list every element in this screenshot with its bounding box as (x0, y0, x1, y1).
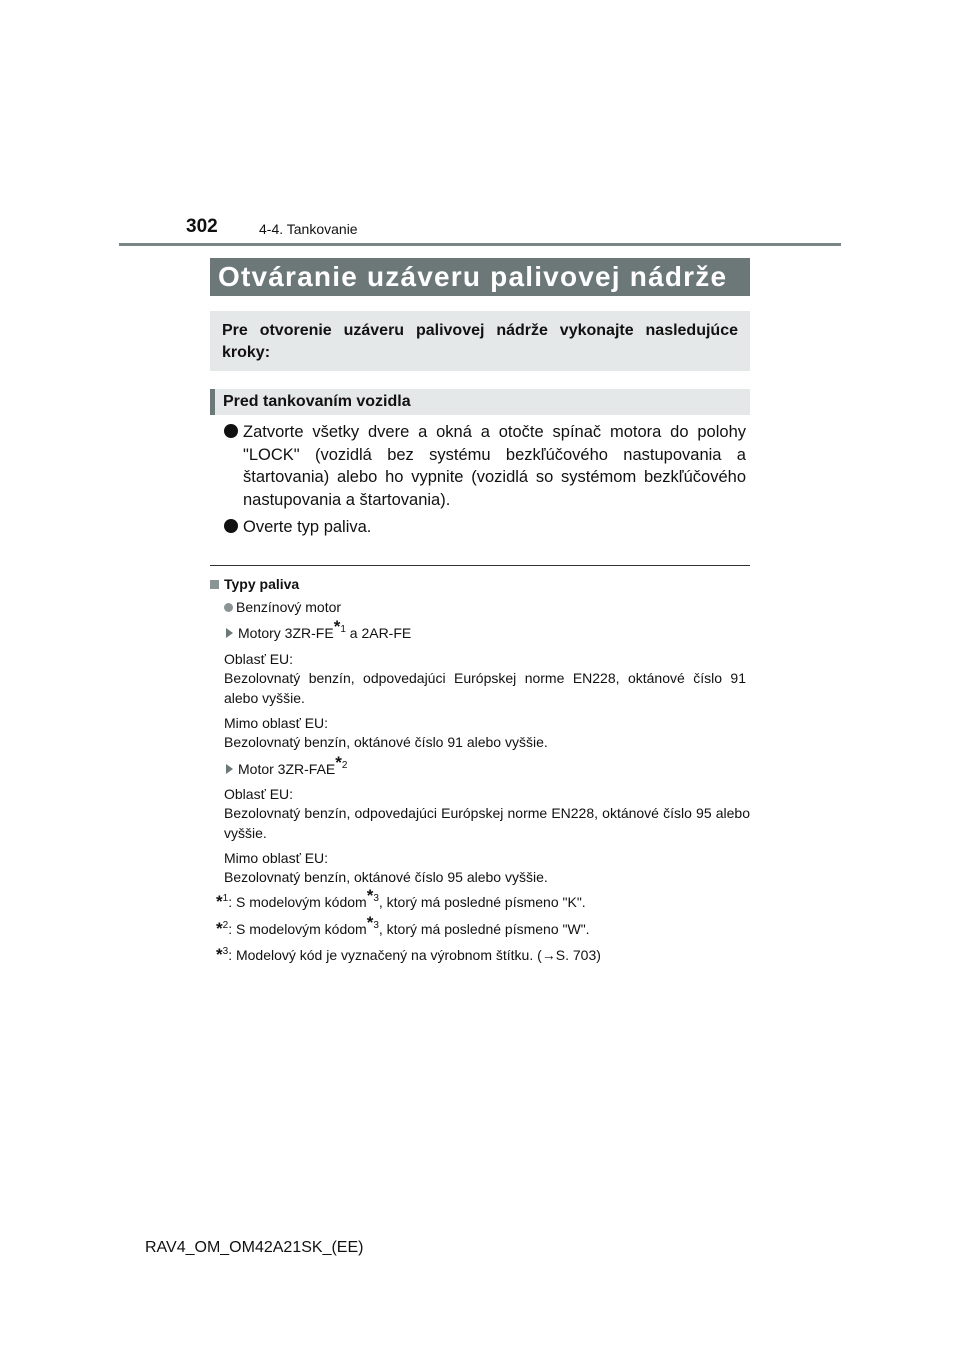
group2-eu-text: Bezolovnatý benzín, odpovedajúci Európskej norme EN228, oktánové číslo 95 alebo vyššie. (224, 805, 750, 841)
group1-eu-label: Oblasť EU: (224, 651, 294, 667)
footnote (216, 886, 586, 913)
intro-text: Pre otvorenie uzáveru palivovej nádrže vykonajte nasledujúce kroky: (222, 322, 738, 361)
group1-eu-text: Bezolovnatý benzín, odpovedajúci Európskej norme EN228, oktánové číslo 91 alebo vyššie. (224, 670, 746, 706)
subheading-text: Pred tankovaním vozidla (223, 393, 411, 410)
engine-type (224, 598, 341, 618)
intro-box (210, 311, 750, 371)
bullet-icon (224, 519, 238, 533)
group1-label-text: Motory 3ZR-FE (238, 625, 334, 641)
footnote-text: , ktorý má posledné písmeno "W". (378, 921, 590, 937)
footnote-text: : Modelový kód je vyznačený na výrobnom štítku. ( (228, 947, 542, 963)
group2-label-text: Motor 3ZR-FAE (238, 761, 336, 777)
square-icon (210, 580, 219, 589)
footnote-text: : S modelovým kódom (228, 921, 367, 937)
note-title (210, 576, 299, 592)
title-bar (210, 258, 750, 296)
footnote-text: S. 703) (555, 947, 601, 963)
section-label: 4-4. Tankovanie (259, 221, 358, 237)
footnote (216, 913, 590, 940)
dot-icon (224, 603, 233, 612)
divider (210, 565, 750, 566)
footer-code: RAV4_OM_OM42A21SK_(EE) (145, 1239, 364, 1256)
footnote-number: 2 (341, 760, 348, 771)
group2-label (226, 753, 348, 780)
footnote-star: * (216, 892, 223, 911)
arrow-right-icon: → (541, 947, 556, 963)
group2-eu-label: Oblasť EU: (224, 786, 294, 802)
group1-noneu-label: Mimo oblasť EU: (224, 715, 329, 731)
page-number: 302 (186, 216, 218, 237)
footnote-star: * (335, 753, 342, 772)
footnote-star: * (216, 919, 223, 938)
footnote-number: 1 (340, 624, 346, 635)
footnote-ref-star: * (366, 886, 374, 905)
group1-noneu-text: Bezolovnatý benzín, oktánové číslo 91 alebo vyššie. (224, 734, 548, 750)
footnote-text: : S modelovým kódom (228, 894, 367, 910)
note-title-text: Typy paliva (224, 576, 300, 592)
engine-type-text: Benzínový motor (236, 599, 342, 615)
group1-label (226, 617, 412, 644)
group1-label-suffix: a 2AR-FE (345, 625, 412, 641)
bullet-text: Zatvorte všetky dvere a okná a otočte spínač motora do polohy "LOCK" (vozidlá bez systému bezkľúčového nastupovania a štartovania) alebo ho vypnite (vozidlá so systémom bezkľúčového nastupovania a štartovania). (243, 423, 746, 509)
triangle-icon (226, 628, 233, 638)
footnote-star: * (333, 617, 341, 636)
footnote-number: 1 (222, 893, 229, 904)
bullet-icon (224, 424, 238, 438)
header-rule (119, 243, 841, 246)
footnote-ref-number: 3 (373, 893, 379, 904)
footnote-ref-number: 3 (373, 920, 379, 931)
bullet-text: Overte typ paliva. (243, 518, 372, 536)
subheading (210, 389, 750, 415)
page-title: Otváranie uzáveru palivovej nádrže (218, 261, 728, 292)
footnote-number: 2 (222, 920, 229, 931)
group2-noneu-text: Bezolovnatý benzín, oktánové číslo 95 alebo vyššie. (224, 869, 548, 885)
footnote-star: * (216, 945, 223, 964)
triangle-icon (226, 764, 233, 774)
footnote-text: , ktorý má posledné písmeno "K". (378, 894, 586, 910)
footnote (216, 945, 601, 966)
footnote-number: 3 (222, 946, 229, 957)
group2-noneu-label: Mimo oblasť EU: (224, 850, 329, 866)
footnote-ref-star: * (366, 913, 374, 932)
